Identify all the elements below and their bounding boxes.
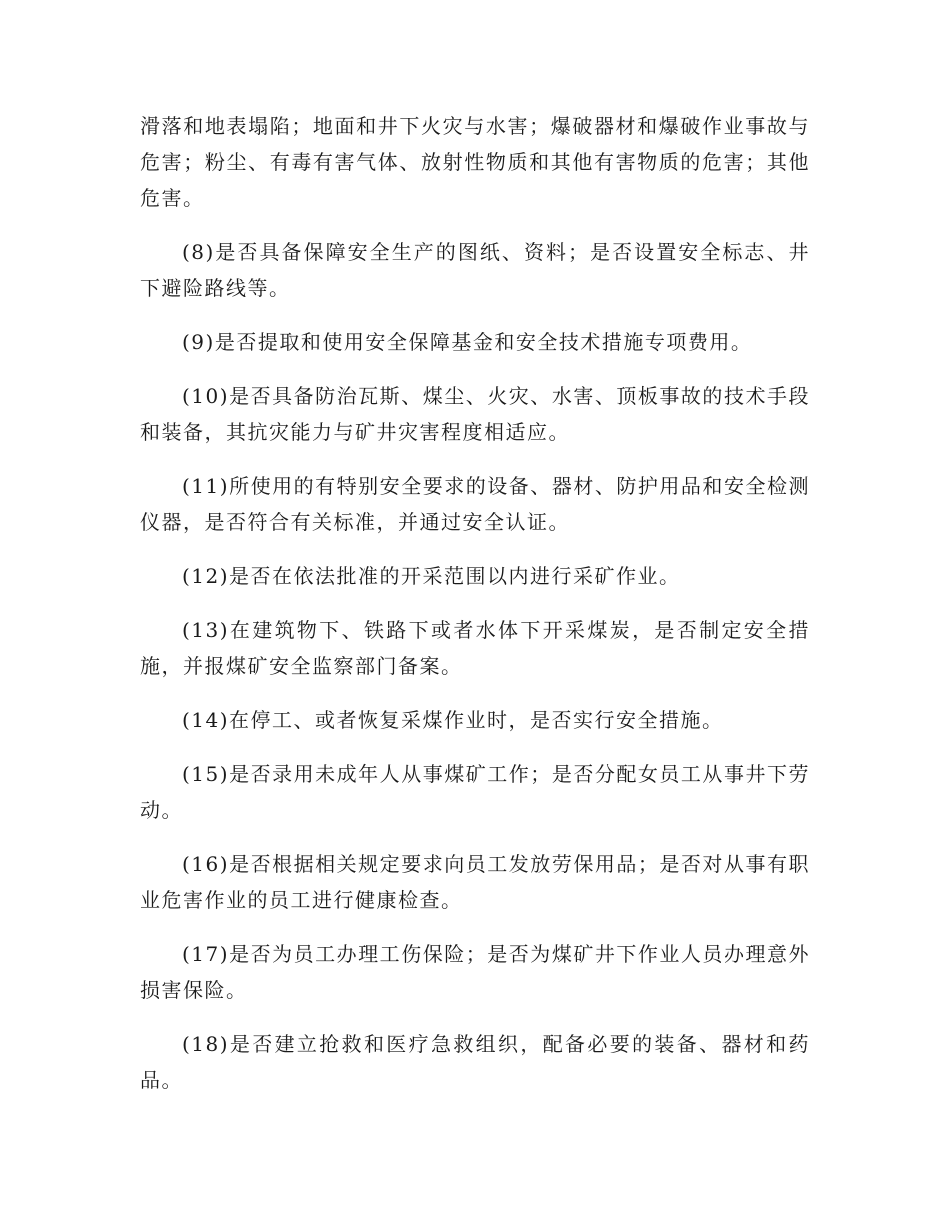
paragraph-item-11: (11)所使用的有特别安全要求的设备、器材、防护用品和安全检测仪器，是否符合有关标准，并通过安全认证。 bbox=[140, 474, 810, 534]
paragraph-item-17: (17)是否为员工办理工伤保险；是否为煤矿井下作业人员办理意外损害保险。 bbox=[140, 942, 810, 1002]
paragraph-item-10: (10)是否具备防治瓦斯、煤尘、火灾、水害、顶板事故的技术手段和装备，其抗灾能力与矿井灾害程度相适应。 bbox=[140, 384, 810, 444]
paragraph-item-18: (18)是否建立抢救和医疗急救组织，配备必要的装备、器材和药品。 bbox=[140, 1032, 810, 1092]
paragraph-continuation: 滑落和地表塌陷；地面和井下火灾与水害；爆破器材和爆破作业事故与危害；粉尘、有毒有害气体、放射性物质和其他有害物质的危害；其他危害。 bbox=[140, 114, 810, 210]
paragraph-item-8: (8)是否具备保障安全生产的图纸、资料；是否设置安全标志、井下避险路线等。 bbox=[140, 240, 810, 300]
paragraph-item-12: (12)是否在依法批准的开采范围以内进行采矿作业。 bbox=[182, 564, 681, 588]
paragraph-item-16: (16)是否根据相关规定要求向员工发放劳保用品；是否对从事有职业危害作业的员工进行健康检查。 bbox=[140, 852, 810, 912]
document-body bbox=[140, 108, 810, 1116]
paragraph-item-13: (13)在建筑物下、铁路下或者水体下开采煤炭，是否制定安全措施，并报煤矿安全监察部门备案。 bbox=[140, 618, 810, 678]
paragraph-item-9: (9)是否提取和使用安全保障基金和安全技术措施专项费用。 bbox=[182, 330, 753, 354]
paragraph-item-14: (14)在停工、或者恢复采煤作业时，是否实行安全措施。 bbox=[182, 708, 724, 732]
paragraph-item-15: (15)是否录用未成年人从事煤矿工作；是否分配女员工从事井下劳动。 bbox=[140, 762, 810, 822]
